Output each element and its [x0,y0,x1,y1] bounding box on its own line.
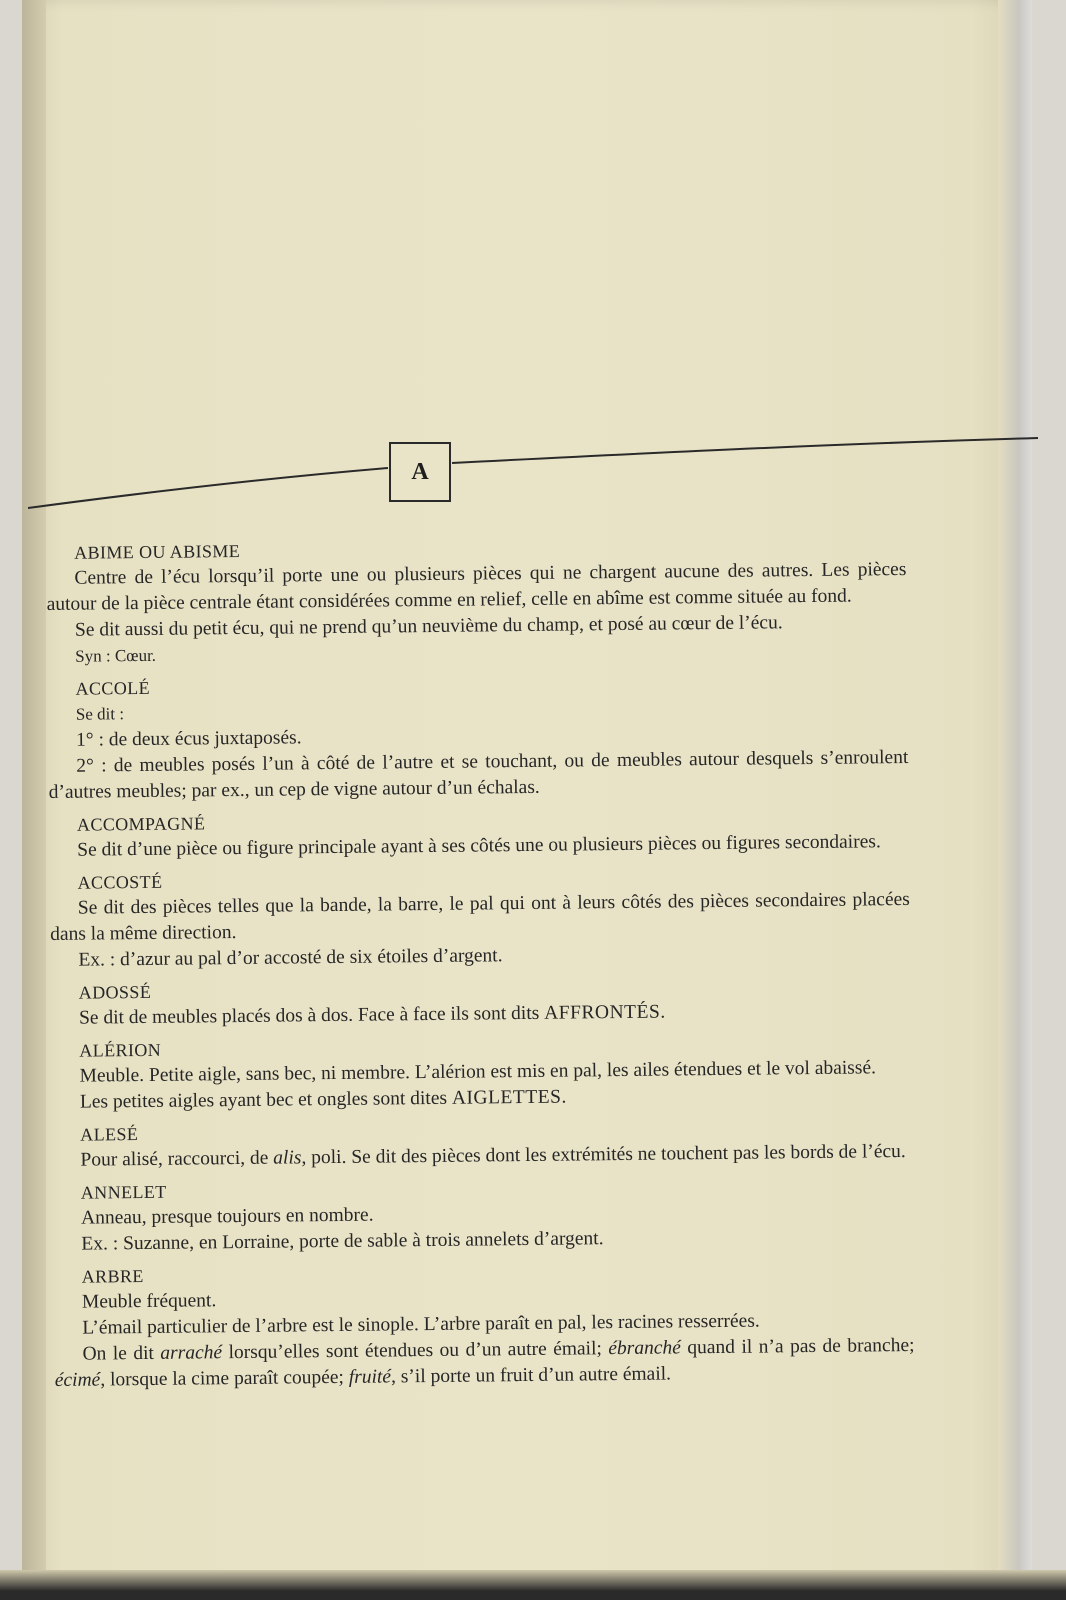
entry-text: Se dit : [75,704,125,724]
entry-italic-term: arraché [160,1342,223,1364]
entry-text [54,1333,914,1394]
entry-text-part: , lorsque la cime paraît coupée; [100,1366,349,1391]
entry-example: Ex. : d’azur au pal d’or accosté de six étoiles d’argent. [78,945,503,971]
entry-heading: ACCOLÉ [75,677,151,699]
entry-text-part: , s’il porte un fruit d’un autre émail. [390,1363,672,1388]
entry-heading: ABIME OU ABISME [74,540,241,563]
entry-text: Meuble fréquent. [81,1290,217,1313]
entry-accole [47,667,908,806]
entry-accompagne [49,803,909,864]
entry-text: Anneau, presque toujours en nombre. [80,1204,374,1229]
book-spine [22,0,46,1600]
page-bottom-shadow [0,1570,1066,1600]
entry-heading: ADOSSÉ [78,981,152,1003]
entry-example: Ex. : Suzanne, en Lorraine, porte de sable à trois annelets d’argent. [81,1228,604,1255]
section-divider-line [28,430,1038,520]
page-edge [998,0,1032,1600]
entry-heading: ACCOSTÉ [77,871,163,893]
entry-text-part: Les petites aigles ayant bec et ongles sont dites [79,1087,453,1113]
entry-text: Se dit d’une pièce ou figure principale ayant à ses côtés une ou plusieurs pièces ou figures secondaires. [77,831,881,861]
entry-text: L’émail particulier de l’arbre est le sinople. L’arbre paraît en pal, les racines resserrées. [82,1310,760,1339]
entry-italic-term: alis [273,1147,302,1169]
entry-abime [46,531,907,670]
entry-alese [52,1113,912,1174]
entry-text-part: . [660,1001,666,1023]
entry-italic-term: fruité [348,1366,392,1388]
entry-accoste [49,861,910,974]
entry-crossref: AIGLETTES [451,1086,562,1109]
entry-text: 1° : de deux écus juxtaposés. [75,727,302,751]
entry-heading: ANNELET [80,1181,167,1203]
entry-text: Se dit des pièces telles que la bande, la barre, le pal qui ont à leurs côtés des pièces secondaires placées dans la même direction. [50,888,910,945]
entry-heading: ARBRE [81,1266,144,1287]
dictionary-entries [46,531,915,1400]
entry-italic-term: ébranché [608,1337,681,1360]
entry-heading: ALESÉ [80,1124,139,1145]
section-letter-box [389,442,451,502]
entry-text: 2° : de meubles posés l’un à côté de l’autre et se touchant, ou de meubles autour desquels s’enroulent d’autres meubles; par ex., un cep de vigne autour d’un échalas. [48,746,909,803]
entry-text-part: On le dit [82,1342,161,1365]
entry-annelet [53,1171,914,1258]
entry-text: Centre de l’écu lorsqu’il porte une ou plusieurs pièces qui ne chargent aucune des autres. Les pièces autour de la pièce centrale étant considérées comme en relief, celle en abîme est comme située au fond. [46,558,907,615]
entry-arbre [54,1255,915,1394]
entry-italic-term: écimé [54,1369,101,1391]
entry-adosse [51,971,911,1032]
entry-crossref: AFFRONTÉS [544,1001,661,1024]
entry-heading: ALÉRION [79,1039,162,1061]
entry-heading: ACCOMPAGNÉ [76,813,206,835]
entry-text-part: . [561,1086,567,1108]
section-letter: A [411,458,429,485]
entry-text-part: , poli. Se dit des pièces dont les extrémités ne touchent pas les bords de l’écu. [301,1141,906,1169]
entry-text-part: Pour alisé, raccourci, de [80,1147,274,1171]
entry-alerion [51,1029,912,1116]
entry-text: Meuble. Petite aigle, sans bec, ni membre. L’alérion est mis en pal, les ailes étendues et le vol abaissé. [79,1057,877,1087]
entry-text-part: Se dit de meubles placés dos à dos. Face à face ils sont dits [78,1002,545,1029]
entry-text-part: quand il n’a pas de branche; [680,1334,915,1359]
entry-text-part: lorsqu’elles sont étendues ou d’un autre émail; [222,1338,609,1364]
entry-text: Se dit aussi du petit écu, qui ne prend qu’un neuvième du champ, et posé au cœur de l’écu. [74,612,783,641]
entry-synonym: Syn : Cœur. [75,645,157,666]
